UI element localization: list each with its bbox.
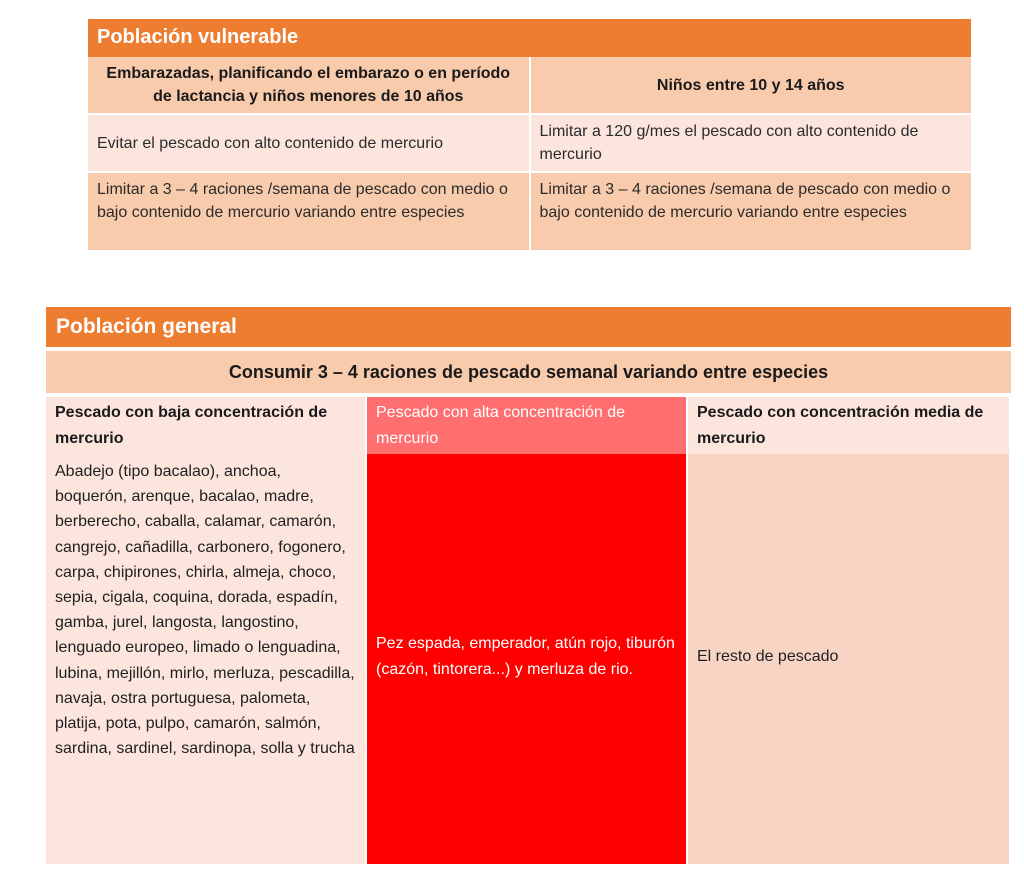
vulnerable-table-title: Población vulnerable [88, 19, 971, 57]
table-row [88, 173, 971, 250]
vulnerable-population-table [88, 19, 971, 250]
general-table-title: Población general [46, 307, 1011, 347]
high-mercury-text: Pez espada, emperador, atún rojo, tiburón (cazón, tintorera...) y merluza de rio. [376, 635, 675, 678]
low-mercury-fish-list: Abadejo (tipo bacalao), anchoa, boquerón, arenque, bacalao, madre, berberecho, caballa, calamar, camarón, cangrejo, cañadilla, carbonero, fogonero, carpa, chipirones, chirla, almeja, choco, sepia, cigala, coquina, dorada, espadín, gamba, jurel, langosta, langostino, lenguado europeo, limado o lenguadina, lubina, mejillón, mirlo, merluza, pescadilla, navaja, ostra portuguesa, palometa, platija, pota, pulpo, camarón, salmón, sardina, sardinel, sardinopa, solla y trucha [46, 454, 365, 864]
medium-mercury-fish-list [688, 454, 1009, 864]
medium-mercury-text: El resto de pescado [697, 647, 839, 665]
high-mercury-fish-list [367, 454, 686, 864]
high-mercury-header: Pescado con alta concentración de mercurio [367, 397, 686, 454]
consumption-recommendation-banner: Consumir 3 – 4 raciones de pescado semanal variando entre especies [46, 351, 1011, 393]
medium-mercury-column [688, 397, 1009, 864]
column-header-children-10-14: Niños entre 10 y 14 años [531, 57, 972, 113]
table-cell: Evitar el pescado con alto contenido de mercurio [88, 115, 529, 171]
table-cell: Limitar a 120 g/mes el pescado con alto contenido de mercurio [531, 115, 972, 171]
table-row [88, 115, 971, 171]
medium-mercury-header: Pescado con concentración media de mercurio [688, 397, 1009, 454]
low-mercury-column [46, 397, 365, 864]
low-mercury-header: Pescado con baja concentración de mercurio [46, 397, 365, 454]
table-cell: Limitar a 3 – 4 raciones /semana de pescado con medio o bajo contenido de mercurio variando entre especies [531, 173, 972, 250]
vulnerable-header-row [88, 57, 971, 113]
column-header-pregnant-and-under-10: Embarazadas, planificando el embarazo o en período de lactancia y niños menores de 10 años [88, 57, 529, 113]
general-population-table [46, 307, 1011, 864]
high-mercury-column [367, 397, 686, 864]
table-cell: Limitar a 3 – 4 raciones /semana de pescado con medio o bajo contenido de mercurio variando entre especies [88, 173, 529, 250]
mercury-levels-grid [46, 397, 1011, 864]
